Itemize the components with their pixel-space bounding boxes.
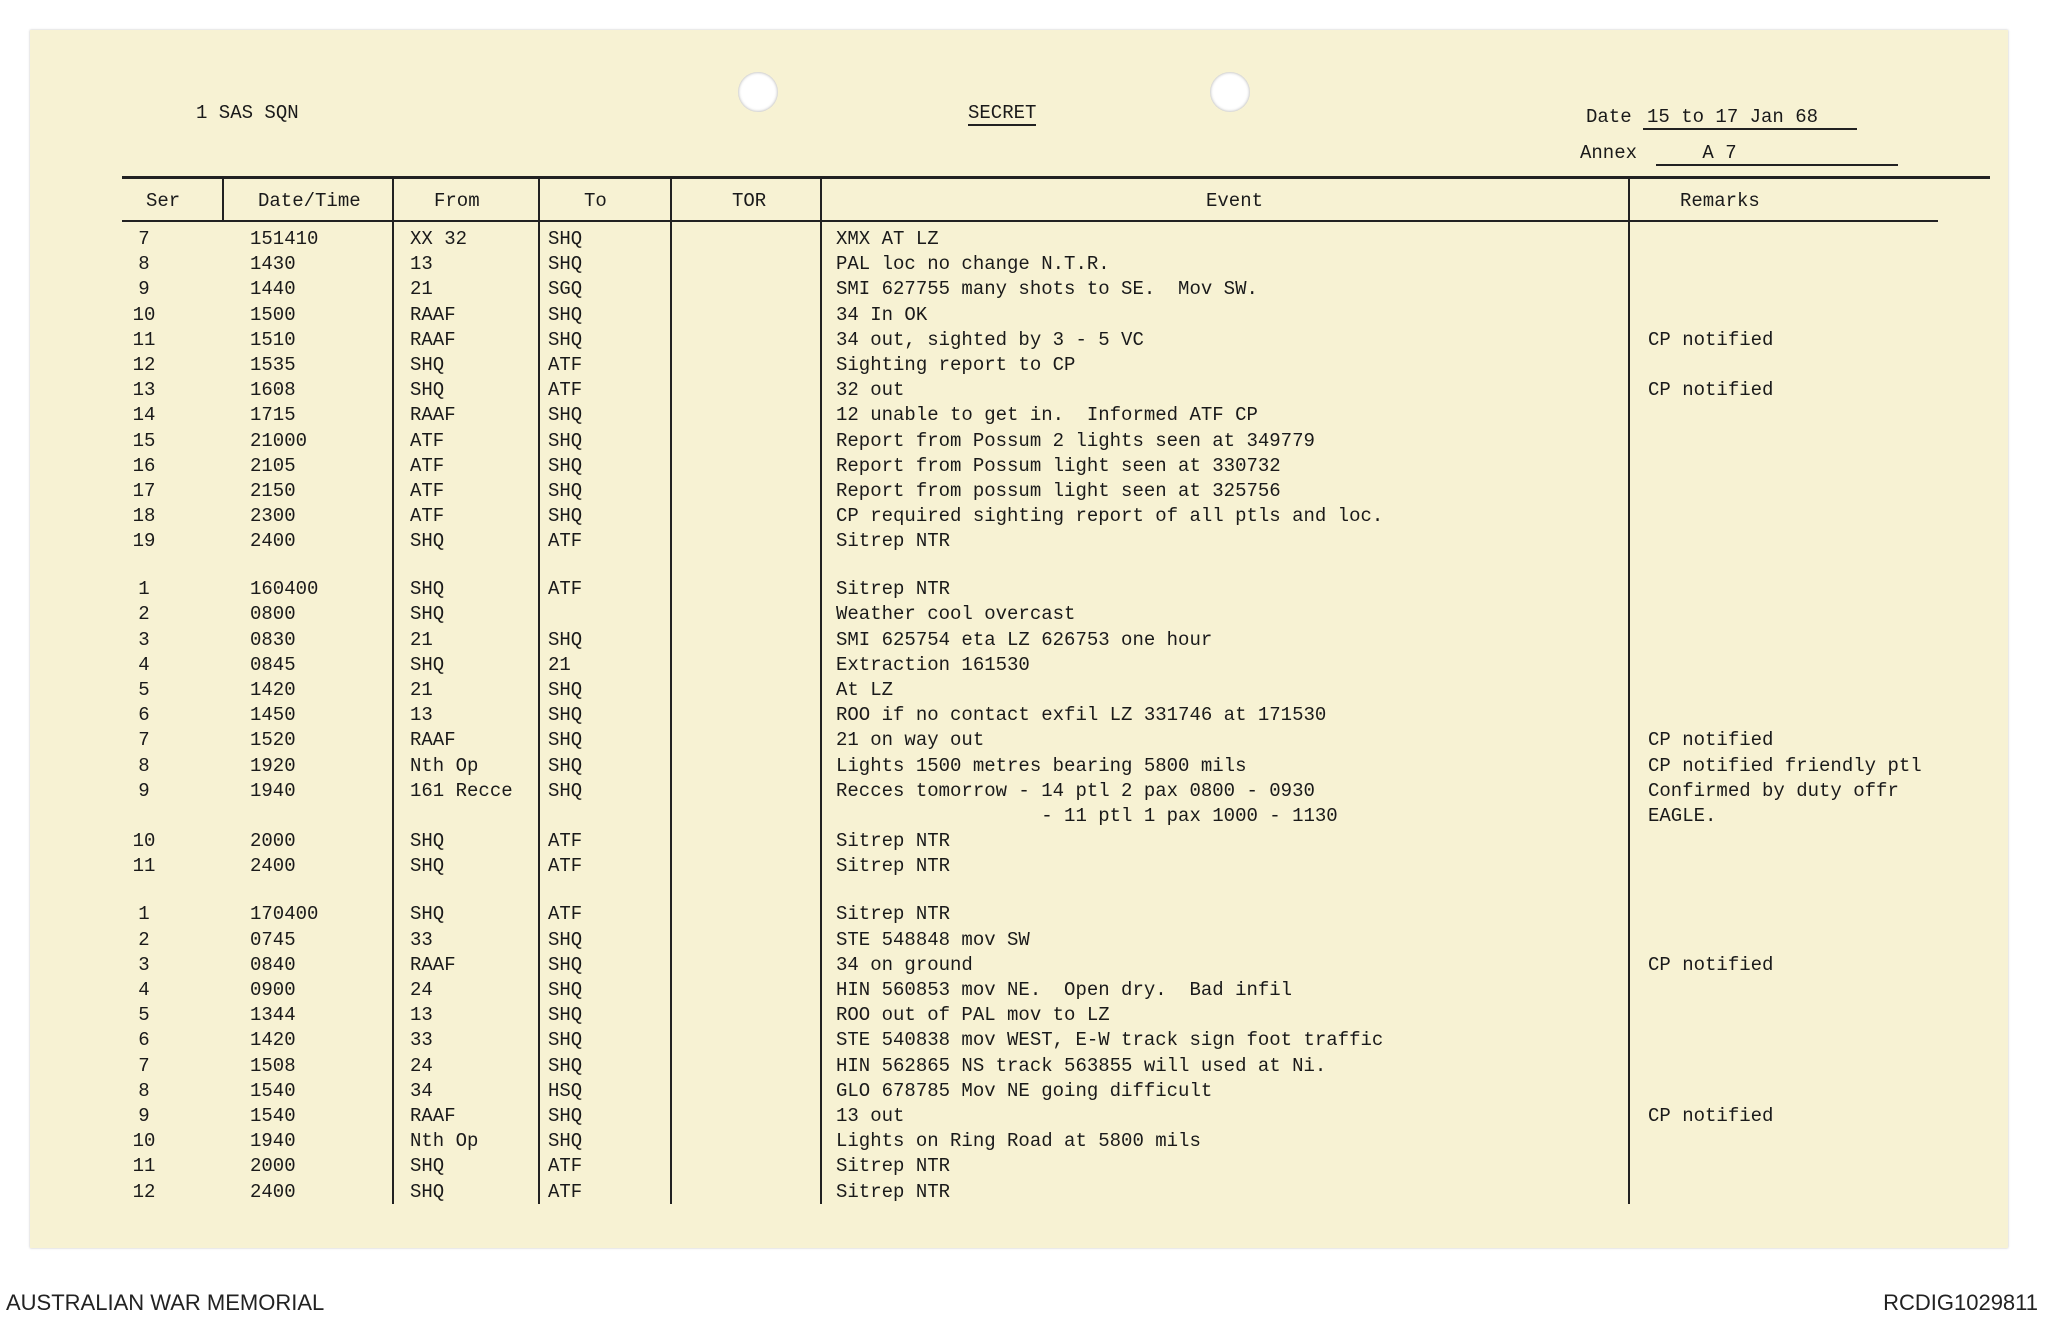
cell-ser: 1	[138, 578, 150, 600]
table-row	[30, 1029, 2008, 1055]
column-header-to: To	[584, 190, 607, 212]
cell-datetime: 2000	[250, 830, 296, 852]
cell-from: 161 Recce	[410, 780, 513, 802]
cell-from: 24	[410, 979, 433, 1001]
punch-hole	[1210, 72, 1250, 112]
cell-ser: 11	[132, 329, 156, 351]
cell-to: ATF	[548, 1155, 583, 1177]
cell-datetime: 1520	[250, 729, 296, 751]
cell-datetime: 2400	[250, 855, 296, 877]
cell-datetime: 0800	[250, 603, 296, 625]
table-header-rule	[122, 220, 1938, 222]
cell-to: ATF	[548, 354, 583, 376]
cell-ser: 8	[138, 1080, 150, 1102]
cell-from: 33	[410, 929, 433, 951]
cell-ser: 10	[132, 304, 156, 326]
cell-from: ATF	[410, 505, 445, 527]
table-row	[30, 1080, 2008, 1106]
table-row	[30, 755, 2008, 781]
annex-label: Annex	[1580, 142, 1638, 164]
column-header-from: From	[434, 190, 480, 212]
cell-ser: 12	[132, 354, 156, 376]
cell-remarks: Confirmed by duty offr	[1648, 780, 1899, 802]
cell-ser: 1	[138, 903, 150, 925]
cell-to: SGQ	[548, 278, 583, 300]
cell-datetime: 1940	[250, 1130, 296, 1152]
cell-datetime: 1535	[250, 354, 296, 376]
annex-value: A 7	[1656, 142, 1898, 166]
cell-ser: 3	[138, 954, 150, 976]
cell-from: RAAF	[410, 329, 456, 351]
cell-datetime: 1420	[250, 679, 296, 701]
cell-ser: 2	[138, 603, 150, 625]
cell-ser: 11	[132, 855, 156, 877]
cell-event: Sitrep NTR	[836, 578, 951, 600]
cell-event: STE 540838 mov WEST, E-W track sign foot traffic	[836, 1029, 1384, 1051]
cell-from: SHQ	[410, 654, 445, 676]
table-top-rule	[122, 176, 1990, 179]
table-row	[30, 505, 2008, 531]
cell-ser: 15	[132, 430, 156, 452]
table-row	[30, 379, 2008, 405]
cell-event: 34 on ground	[836, 954, 973, 976]
cell-to: SHQ	[548, 253, 583, 275]
cell-to: SHQ	[548, 1029, 583, 1051]
cell-ser: 12	[132, 1181, 156, 1203]
cell-to: ATF	[548, 1181, 583, 1203]
cell-from: 24	[410, 1055, 433, 1077]
cell-from: SHQ	[410, 830, 445, 852]
cell-to: SHQ	[548, 755, 583, 777]
cell-event: Sitrep NTR	[836, 903, 951, 925]
cell-datetime: 1420	[250, 1029, 296, 1051]
table-row	[30, 780, 2008, 806]
cell-from: XX 32	[410, 228, 468, 250]
cell-event: Extraction 161530	[836, 654, 1030, 676]
table-row	[30, 603, 2008, 629]
cell-remarks: CP notified	[1648, 954, 1774, 976]
table-row	[30, 1181, 2008, 1207]
cell-ser: 11	[132, 1155, 156, 1177]
cell-ser: 6	[138, 704, 150, 726]
cell-ser: 19	[132, 530, 156, 552]
cell-ser: 10	[132, 1130, 156, 1152]
table-row	[30, 654, 2008, 680]
cell-ser: 16	[132, 455, 156, 477]
cell-from: Nth Op	[410, 1130, 479, 1152]
footer-record-id: RCDIG1029811	[1883, 1290, 2038, 1315]
cell-datetime: 0830	[250, 629, 296, 651]
cell-ser: 4	[138, 654, 150, 676]
cell-datetime: 2105	[250, 455, 296, 477]
cell-from: ATF	[410, 430, 445, 452]
cell-from: 33	[410, 1029, 433, 1051]
cell-datetime: 1715	[250, 404, 296, 426]
cell-ser: 17	[132, 480, 156, 502]
cell-event: CP required sighting report of all ptls and loc.	[836, 505, 1384, 527]
cell-remarks: CP notified	[1648, 379, 1774, 401]
cell-from: RAAF	[410, 954, 456, 976]
table-row	[30, 1105, 2008, 1131]
cell-datetime: 1540	[250, 1105, 296, 1127]
cell-to: HSQ	[548, 1080, 583, 1102]
cell-event: 32 out	[836, 379, 905, 401]
table-row	[30, 704, 2008, 730]
cell-event: PAL loc no change N.T.R.	[836, 253, 1110, 275]
cell-ser: 2	[138, 929, 150, 951]
cell-event: ROO if no contact exfil LZ 331746 at 171530	[836, 704, 1327, 726]
cell-to: SHQ	[548, 929, 583, 951]
cell-from: SHQ	[410, 855, 445, 877]
document-sheet	[30, 30, 2008, 1248]
cell-ser: 7	[138, 228, 150, 250]
cell-datetime: 1508	[250, 1055, 296, 1077]
cell-from: 13	[410, 704, 433, 726]
cell-datetime: 1540	[250, 1080, 296, 1102]
table-row	[30, 979, 2008, 1005]
table-row	[30, 278, 2008, 304]
cell-event: GLO 678785 Mov NE going difficult	[836, 1080, 1213, 1102]
column-header-ser: Ser	[146, 190, 181, 212]
annex-field	[1580, 142, 1898, 166]
cell-from: SHQ	[410, 354, 445, 376]
cell-event: STE 548848 mov SW	[836, 929, 1030, 951]
table-row	[30, 354, 2008, 380]
table-row	[30, 629, 2008, 655]
table-row	[30, 903, 2008, 929]
cell-from: SHQ	[410, 1155, 445, 1177]
cell-to: SHQ	[548, 329, 583, 351]
cell-from: 21	[410, 278, 433, 300]
cell-event: Report from Possum 2 lights seen at 349779	[836, 430, 1315, 452]
cell-ser: 13	[132, 379, 156, 401]
cell-to: ATF	[548, 855, 583, 877]
cell-to: SHQ	[548, 480, 583, 502]
cell-to: SHQ	[548, 979, 583, 1001]
cell-to: SHQ	[548, 629, 583, 651]
column-divider	[222, 178, 224, 220]
cell-datetime: 160400	[250, 578, 319, 600]
cell-from: SHQ	[410, 1181, 445, 1203]
punch-hole	[738, 72, 778, 112]
classification-label: SECRET	[968, 102, 1037, 124]
cell-from: SHQ	[410, 530, 445, 552]
cell-event: At LZ	[836, 679, 894, 701]
cell-to: SHQ	[548, 780, 583, 802]
cell-to: SHQ	[548, 1130, 583, 1152]
cell-from: RAAF	[410, 304, 456, 326]
cell-remarks: CP notified friendly ptl	[1648, 755, 1922, 777]
cell-datetime: 1510	[250, 329, 296, 351]
column-header-tor: TOR	[732, 190, 767, 212]
cell-from: ATF	[410, 480, 445, 502]
cell-datetime: 0845	[250, 654, 296, 676]
cell-to: SHQ	[548, 455, 583, 477]
unit-label: 1 SAS SQN	[196, 102, 299, 124]
cell-datetime: 21000	[250, 430, 308, 452]
cell-event: Sitrep NTR	[836, 855, 951, 877]
cell-remarks: CP notified	[1648, 729, 1774, 751]
cell-datetime: 170400	[250, 903, 319, 925]
cell-to: ATF	[548, 578, 583, 600]
cell-datetime: 0840	[250, 954, 296, 976]
table-row	[30, 430, 2008, 456]
cell-datetime: 151410	[250, 228, 319, 250]
cell-ser: 4	[138, 979, 150, 1001]
table-row	[30, 1004, 2008, 1030]
cell-to: SHQ	[548, 404, 583, 426]
cell-ser: 9	[138, 278, 150, 300]
footer-archive-label: AUSTRALIAN WAR MEMORIAL	[6, 1290, 325, 1315]
table-row	[30, 1155, 2008, 1181]
cell-ser: 14	[132, 404, 156, 426]
table-row	[30, 805, 2008, 831]
cell-datetime: 1440	[250, 278, 296, 300]
cell-ser: 9	[138, 1105, 150, 1127]
cell-ser: 7	[138, 729, 150, 751]
cell-event: Lights 1500 metres bearing 5800 mils	[836, 755, 1247, 777]
cell-event: - 11 ptl 1 pax 1000 - 1130	[836, 805, 1338, 827]
cell-to: SHQ	[548, 1004, 583, 1026]
cell-datetime: 2300	[250, 505, 296, 527]
column-header-remarks: Remarks	[1680, 190, 1760, 212]
table-row	[30, 228, 2008, 254]
table-row	[30, 404, 2008, 430]
cell-ser: 10	[132, 830, 156, 852]
table-row	[30, 679, 2008, 705]
cell-event: Weather cool overcast	[836, 603, 1076, 625]
table-row	[30, 578, 2008, 604]
cell-event: ROO out of PAL mov to LZ	[836, 1004, 1110, 1026]
cell-event: 13 out	[836, 1105, 905, 1127]
cell-ser: 8	[138, 253, 150, 275]
cell-to: SHQ	[548, 505, 583, 527]
cell-from: ATF	[410, 455, 445, 477]
cell-from: 21	[410, 679, 433, 701]
cell-datetime: 1500	[250, 304, 296, 326]
cell-event: 34 In OK	[836, 304, 928, 326]
table-row	[30, 729, 2008, 755]
table-row	[30, 253, 2008, 279]
table-row	[30, 480, 2008, 506]
cell-event: 12 unable to get in. Informed ATF CP	[836, 404, 1258, 426]
cell-to: ATF	[548, 830, 583, 852]
table-row	[30, 830, 2008, 856]
cell-event: HIN 562865 NS track 563855 will used at Ni.	[836, 1055, 1327, 1077]
cell-to: SHQ	[548, 954, 583, 976]
cell-to: SHQ	[548, 1055, 583, 1077]
cell-datetime: 1940	[250, 780, 296, 802]
cell-to: ATF	[548, 530, 583, 552]
cell-ser: 8	[138, 755, 150, 777]
cell-datetime: 0745	[250, 929, 296, 951]
cell-event: 34 out, sighted by 3 - 5 VC	[836, 329, 1144, 351]
cell-to: SHQ	[548, 704, 583, 726]
cell-from: SHQ	[410, 603, 445, 625]
cell-ser: 3	[138, 629, 150, 651]
cell-remarks: CP notified	[1648, 329, 1774, 351]
date-field	[1586, 106, 1857, 130]
table-row	[30, 304, 2008, 330]
cell-from: 13	[410, 253, 433, 275]
cell-event: Sitrep NTR	[836, 830, 951, 852]
cell-datetime: 2150	[250, 480, 296, 502]
cell-ser: 18	[132, 505, 156, 527]
cell-from: 13	[410, 1004, 433, 1026]
table-row	[30, 855, 2008, 881]
cell-from: 34	[410, 1080, 433, 1102]
cell-to: SHQ	[548, 430, 583, 452]
cell-datetime: 1450	[250, 704, 296, 726]
cell-datetime: 2400	[250, 530, 296, 552]
cell-to: SHQ	[548, 729, 583, 751]
cell-datetime: 1608	[250, 379, 296, 401]
cell-event: 21 on way out	[836, 729, 985, 751]
cell-to: ATF	[548, 903, 583, 925]
table-row	[30, 954, 2008, 980]
cell-to: 21	[548, 654, 571, 676]
cell-ser: 7	[138, 1055, 150, 1077]
cell-event: Report from Possum light seen at 330732	[836, 455, 1281, 477]
cell-ser: 5	[138, 679, 150, 701]
cell-from: RAAF	[410, 404, 456, 426]
cell-event: Report from possum light seen at 325756	[836, 480, 1281, 502]
cell-event: Sighting report to CP	[836, 354, 1076, 376]
date-value: 15 to 17 Jan 68	[1643, 106, 1857, 130]
table-row	[30, 530, 2008, 556]
cell-to: SHQ	[548, 1105, 583, 1127]
cell-from: RAAF	[410, 729, 456, 751]
cell-datetime: 1344	[250, 1004, 296, 1026]
cell-datetime: 1920	[250, 755, 296, 777]
cell-remarks: CP notified	[1648, 1105, 1774, 1127]
table-row	[30, 329, 2008, 355]
cell-datetime: 0900	[250, 979, 296, 1001]
table-row	[30, 1130, 2008, 1156]
table-row	[30, 1055, 2008, 1081]
cell-to: SHQ	[548, 679, 583, 701]
cell-event: HIN 560853 mov NE. Open dry. Bad infil	[836, 979, 1293, 1001]
cell-datetime: 1430	[250, 253, 296, 275]
cell-from: RAAF	[410, 1105, 456, 1127]
cell-from: SHQ	[410, 578, 445, 600]
cell-from: SHQ	[410, 903, 445, 925]
cell-event: Sitrep NTR	[836, 1155, 951, 1177]
column-header-datetime: Date/Time	[258, 190, 361, 212]
cell-datetime: 2000	[250, 1155, 296, 1177]
cell-event: Sitrep NTR	[836, 530, 951, 552]
cell-event: XMX AT LZ	[836, 228, 939, 250]
date-label: Date	[1586, 106, 1632, 128]
cell-from: 21	[410, 629, 433, 651]
cell-from: Nth Op	[410, 755, 479, 777]
cell-datetime: 2400	[250, 1181, 296, 1203]
cell-remarks: EAGLE.	[1648, 805, 1717, 827]
column-header-event: Event	[1206, 190, 1264, 212]
cell-to: SHQ	[548, 304, 583, 326]
cell-ser: 5	[138, 1004, 150, 1026]
cell-event: Lights on Ring Road at 5800 mils	[836, 1130, 1201, 1152]
cell-event: SMI 627755 many shots to SE. Mov SW.	[836, 278, 1258, 300]
table-row	[30, 455, 2008, 481]
cell-event: Sitrep NTR	[836, 1181, 951, 1203]
cell-to: ATF	[548, 379, 583, 401]
cell-to: SHQ	[548, 228, 583, 250]
cell-event: Recces tomorrow - 14 ptl 2 pax 0800 - 0930	[836, 780, 1315, 802]
cell-ser: 9	[138, 780, 150, 802]
cell-event: SMI 625754 eta LZ 626753 one hour	[836, 629, 1213, 651]
cell-ser: 6	[138, 1029, 150, 1051]
table-row	[30, 929, 2008, 955]
cell-from: SHQ	[410, 379, 445, 401]
